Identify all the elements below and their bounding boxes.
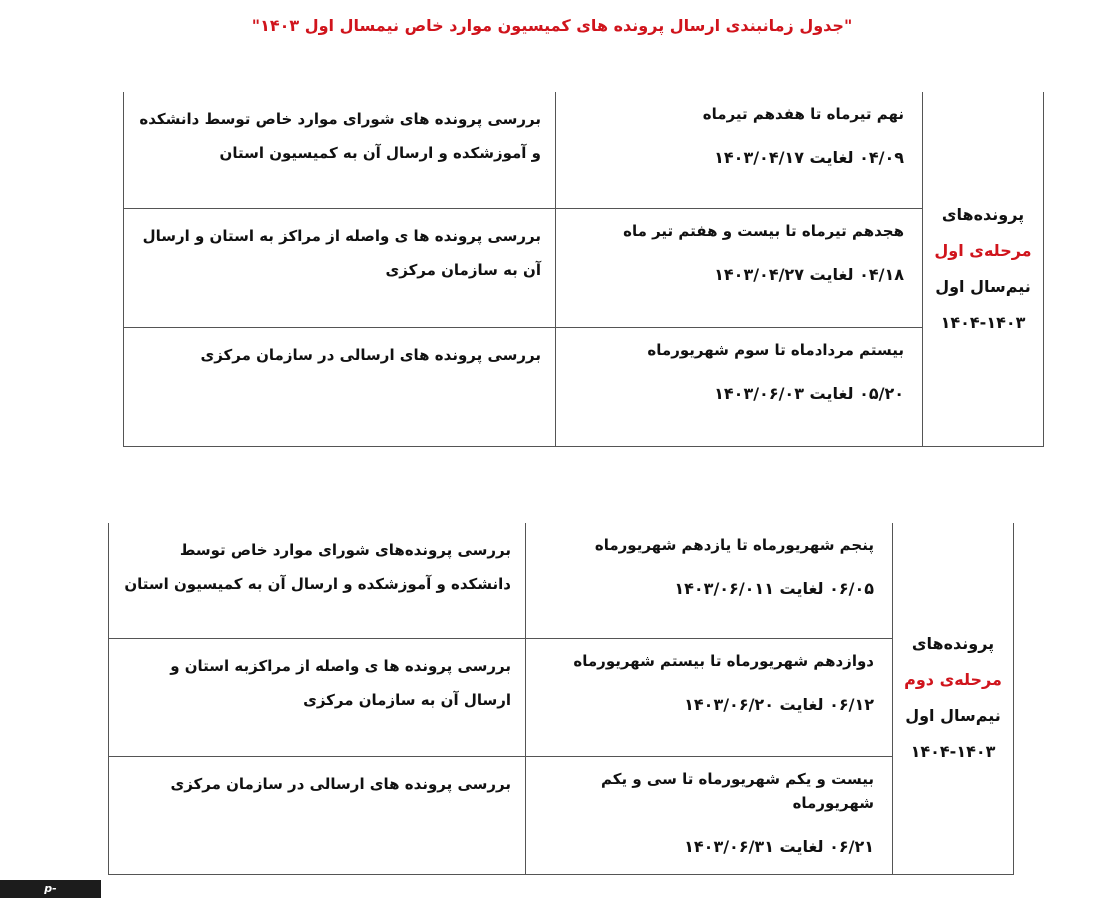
deadline: ۰۶/۱۲ لغایت ۱۴۰۳/۰۶/۲۰ (684, 694, 874, 714)
deadline: ۰۴/۰۹ لغایت ۱۴۰۳/۰۴/۱۷ (714, 148, 904, 167)
deadline: ۰۶/۲۱ لغایت ۱۴۰۳/۰۶/۳۱ (684, 836, 874, 856)
schedule-table-stage-2 (108, 517, 1014, 875)
stage-line: نیم‌سال اول (905, 706, 1001, 726)
deadline: ۰۴/۱۸ لغایت ۱۴۰۳/۰۴/۲۷ (714, 264, 904, 284)
table-row (109, 638, 1014, 756)
task-cell: بررسی پرونده های ارسالی در سازمان مرکزی (109, 756, 526, 874)
deadline: ۰۶/۰۵ لغایت ۱۴۰۳/۰۶/۰۱۱ (674, 579, 874, 598)
schedule-table-stage-1 (123, 86, 1044, 447)
table-row (109, 756, 1014, 874)
stage-name: مرحله‌ی دوم (904, 670, 1002, 690)
stage-label-cell (923, 89, 1044, 446)
stage-line: نیم‌سال اول (935, 276, 1031, 296)
date-cell (526, 520, 893, 638)
task-cell: بررسی پرونده ها ی واصله از مراکزبه استان و ارسال آن به سازمان مرکزی (109, 638, 526, 756)
date-range: نهم تیرماه تا هفدهم تیرماه (702, 105, 904, 123)
date-range: هجدهم تیرماه تا بیست و هفتم تیر ماه (623, 221, 904, 240)
table-row (124, 89, 1044, 208)
stage-year: ۱۴۰۴-۱۴۰۳ (940, 312, 1026, 332)
site-watermark: p-anzali.nus.ac.ir (0, 880, 101, 898)
date-range: پنجم شهریورماه تا یازدهم شهریورماه (594, 536, 874, 554)
stage-line: پرونده‌های (941, 204, 1025, 224)
task-cell: بررسی پرونده های ارسالی در سازمان مرکزی (124, 327, 556, 446)
date-range: بیستم مردادماه تا سوم شهریورماه (647, 340, 904, 359)
date-range: دوازدهم شهریورماه تا بیستم شهریورماه (573, 651, 874, 670)
table-row (124, 208, 1044, 327)
date-range: بیست و یکم شهریورماه تا سی و یکم شهریورماه (601, 769, 874, 812)
document-title: "جدول زمانبندی ارسال پرونده های کمیسیون موارد خاص نیمسال اول ۱۴۰۳" (251, 16, 853, 35)
date-cell (556, 327, 923, 446)
task-cell: بررسی پرونده ها ی واصله از مراکز به استان و ارسال آن به سازمان مرکزی (124, 208, 556, 327)
table-row (109, 520, 1014, 638)
date-cell (556, 89, 923, 208)
table-row (124, 327, 1044, 446)
date-cell (526, 638, 893, 756)
date-cell (556, 208, 923, 327)
stage-name: مرحله‌ی اول (934, 240, 1032, 260)
task-cell: بررسی پرونده‌های شورای موارد خاص توسط دانشکده و آموزشکده و ارسال آن به کمیسیون استان (109, 520, 526, 638)
stage-year: ۱۴۰۴-۱۴۰۳ (910, 742, 996, 762)
date-cell (526, 756, 893, 874)
task-cell: بررسی پرونده های شورای موارد خاص توسط دانشکده و آموزشکده و ارسال آن به کمیسیون استان (124, 89, 556, 208)
deadline: ۰۵/۲۰ لغایت ۱۴۰۳/۰۶/۰۳ (714, 383, 904, 403)
stage-line: پرونده‌های (911, 634, 995, 654)
stage-label-cell (893, 520, 1014, 874)
